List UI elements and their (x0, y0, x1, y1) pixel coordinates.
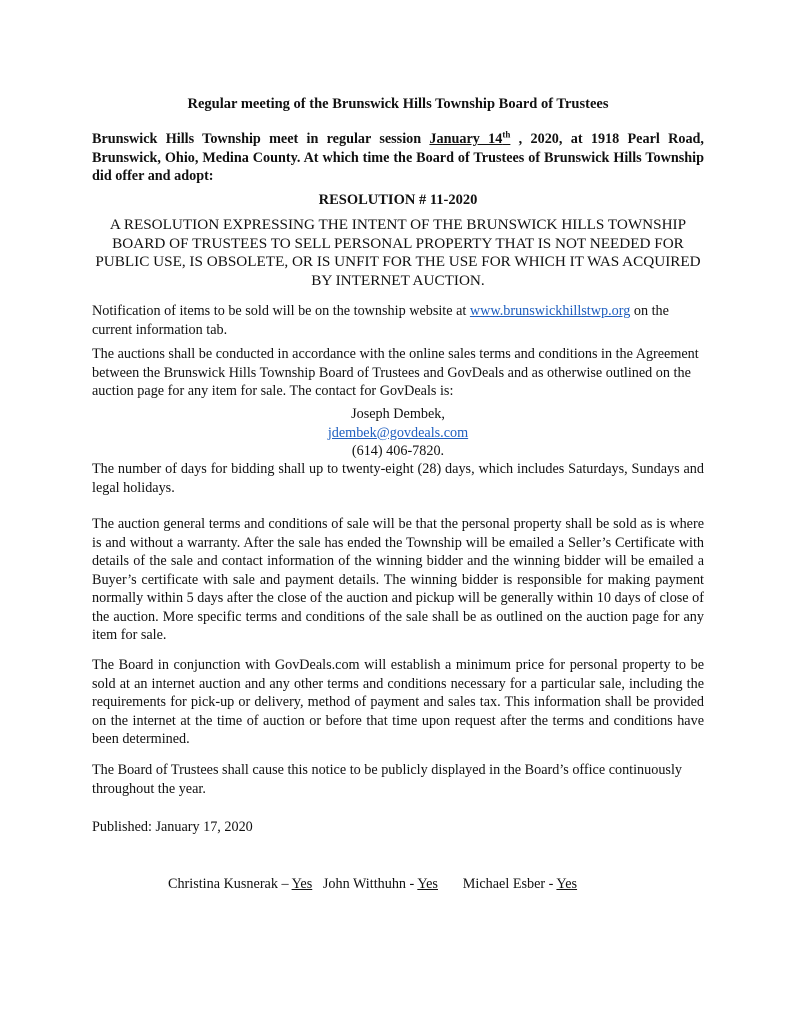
meeting-heading: Regular meeting of the Brunswick Hills Township Board of Trustees (187, 96, 609, 112)
published-date: Published: January 17, 2020 (92, 819, 253, 835)
trustee-name: Christina Kusnerak – (168, 876, 292, 892)
trustee-name: Michael Esber - (462, 876, 557, 892)
board-paragraph: The Board in conjunction with GovDeals.com will establish a minimum price for personal property to be sold at an internet auction and any other terms and conditions necessary for a particular sale, including the requirements for pick-up or delivery, method of payment and sales tax. This information shall be provided on the internet at the time of auction or before that time upon request after the terms and conditions have been determined. (92, 657, 704, 747)
notification-before: Notification of items to be sold will be on the township website at (92, 303, 470, 319)
general-terms-paragraph: The auction general terms and conditions of sale will be that the personal property shall be sold as is where is and without a warranty. After the sale has ended the Township will be emailed a Seller’s Certificate with details of the sale and contact information of the winning bidder and the winning bidder will be emailed a Buyer’s certificate with sale and payment details. The winning bidder is responsible for making payment normally within 5 days after the close of the auction and pickup will be generally within 10 days of close of the auction. More specific terms and conditions of the sale shall be as outlined on the auction page for any item for sale. (92, 516, 704, 643)
notification-paragraph (92, 302, 704, 339)
trustee-name: John Witthuhn - (322, 876, 418, 892)
intro-before: Brunswick Hills Township meet in regular session (92, 131, 430, 147)
notification-after: on the current information tab. (92, 303, 669, 338)
trustee-vote: Yes (291, 876, 313, 892)
contact-name: Joseph Dembek, (351, 406, 445, 422)
bidding-days-paragraph: The number of days for bidding shall up to twenty-eight (28) days, which includes Saturdays, Sundays and legal holidays. (92, 461, 704, 496)
contact-email-link[interactable]: jdembek@govdeals.com (327, 424, 469, 441)
trustee-votes (168, 876, 577, 893)
resolution-title: A RESOLUTION EXPRESSING THE INTENT OF THE BRUNSWICK HILLS TOWNSHIP BOARD OF TRUSTEES TO SELL PERSONAL PROPERTY THAT IS NOT NEEDED FOR PUBLIC USE, IS OBSOLETE, OR IS UNFIT FOR THE USE FOR WHICH IT WAS ACQUIRED BY INTERNET AUCTION. (95, 216, 701, 289)
auctions-paragraph: The auctions shall be conducted in accordance with the online sales terms and conditions in the Agreement between the Brunswick Hills Township Board of Trustees and GovDeals and as otherwise outlined on the auction page for any item for sale. The contact for GovDeals is: (92, 346, 699, 399)
contact-block (92, 405, 704, 461)
trustee-vote: Yes (556, 876, 578, 892)
resolution-number: RESOLUTION # 11-2020 (318, 192, 478, 208)
meeting-date: January 14th (429, 129, 511, 147)
notice-paragraph: The Board of Trustees shall cause this notice to be publicly displayed in the Board’s office continuously throughout the year. (92, 762, 682, 797)
intro-after: , 2020, at 1918 Pearl Road, Brunswick, Ohio, Medina County. At which time the Board of Trustees of Brunswick Hills Township did offer and adopt: (92, 131, 704, 184)
township-website-link[interactable]: www.brunswickhillstwp.org (469, 303, 631, 319)
contact-phone: (614) 406-7820. (351, 443, 445, 459)
intro-paragraph (92, 130, 704, 186)
trustee-vote: Yes (417, 876, 438, 892)
